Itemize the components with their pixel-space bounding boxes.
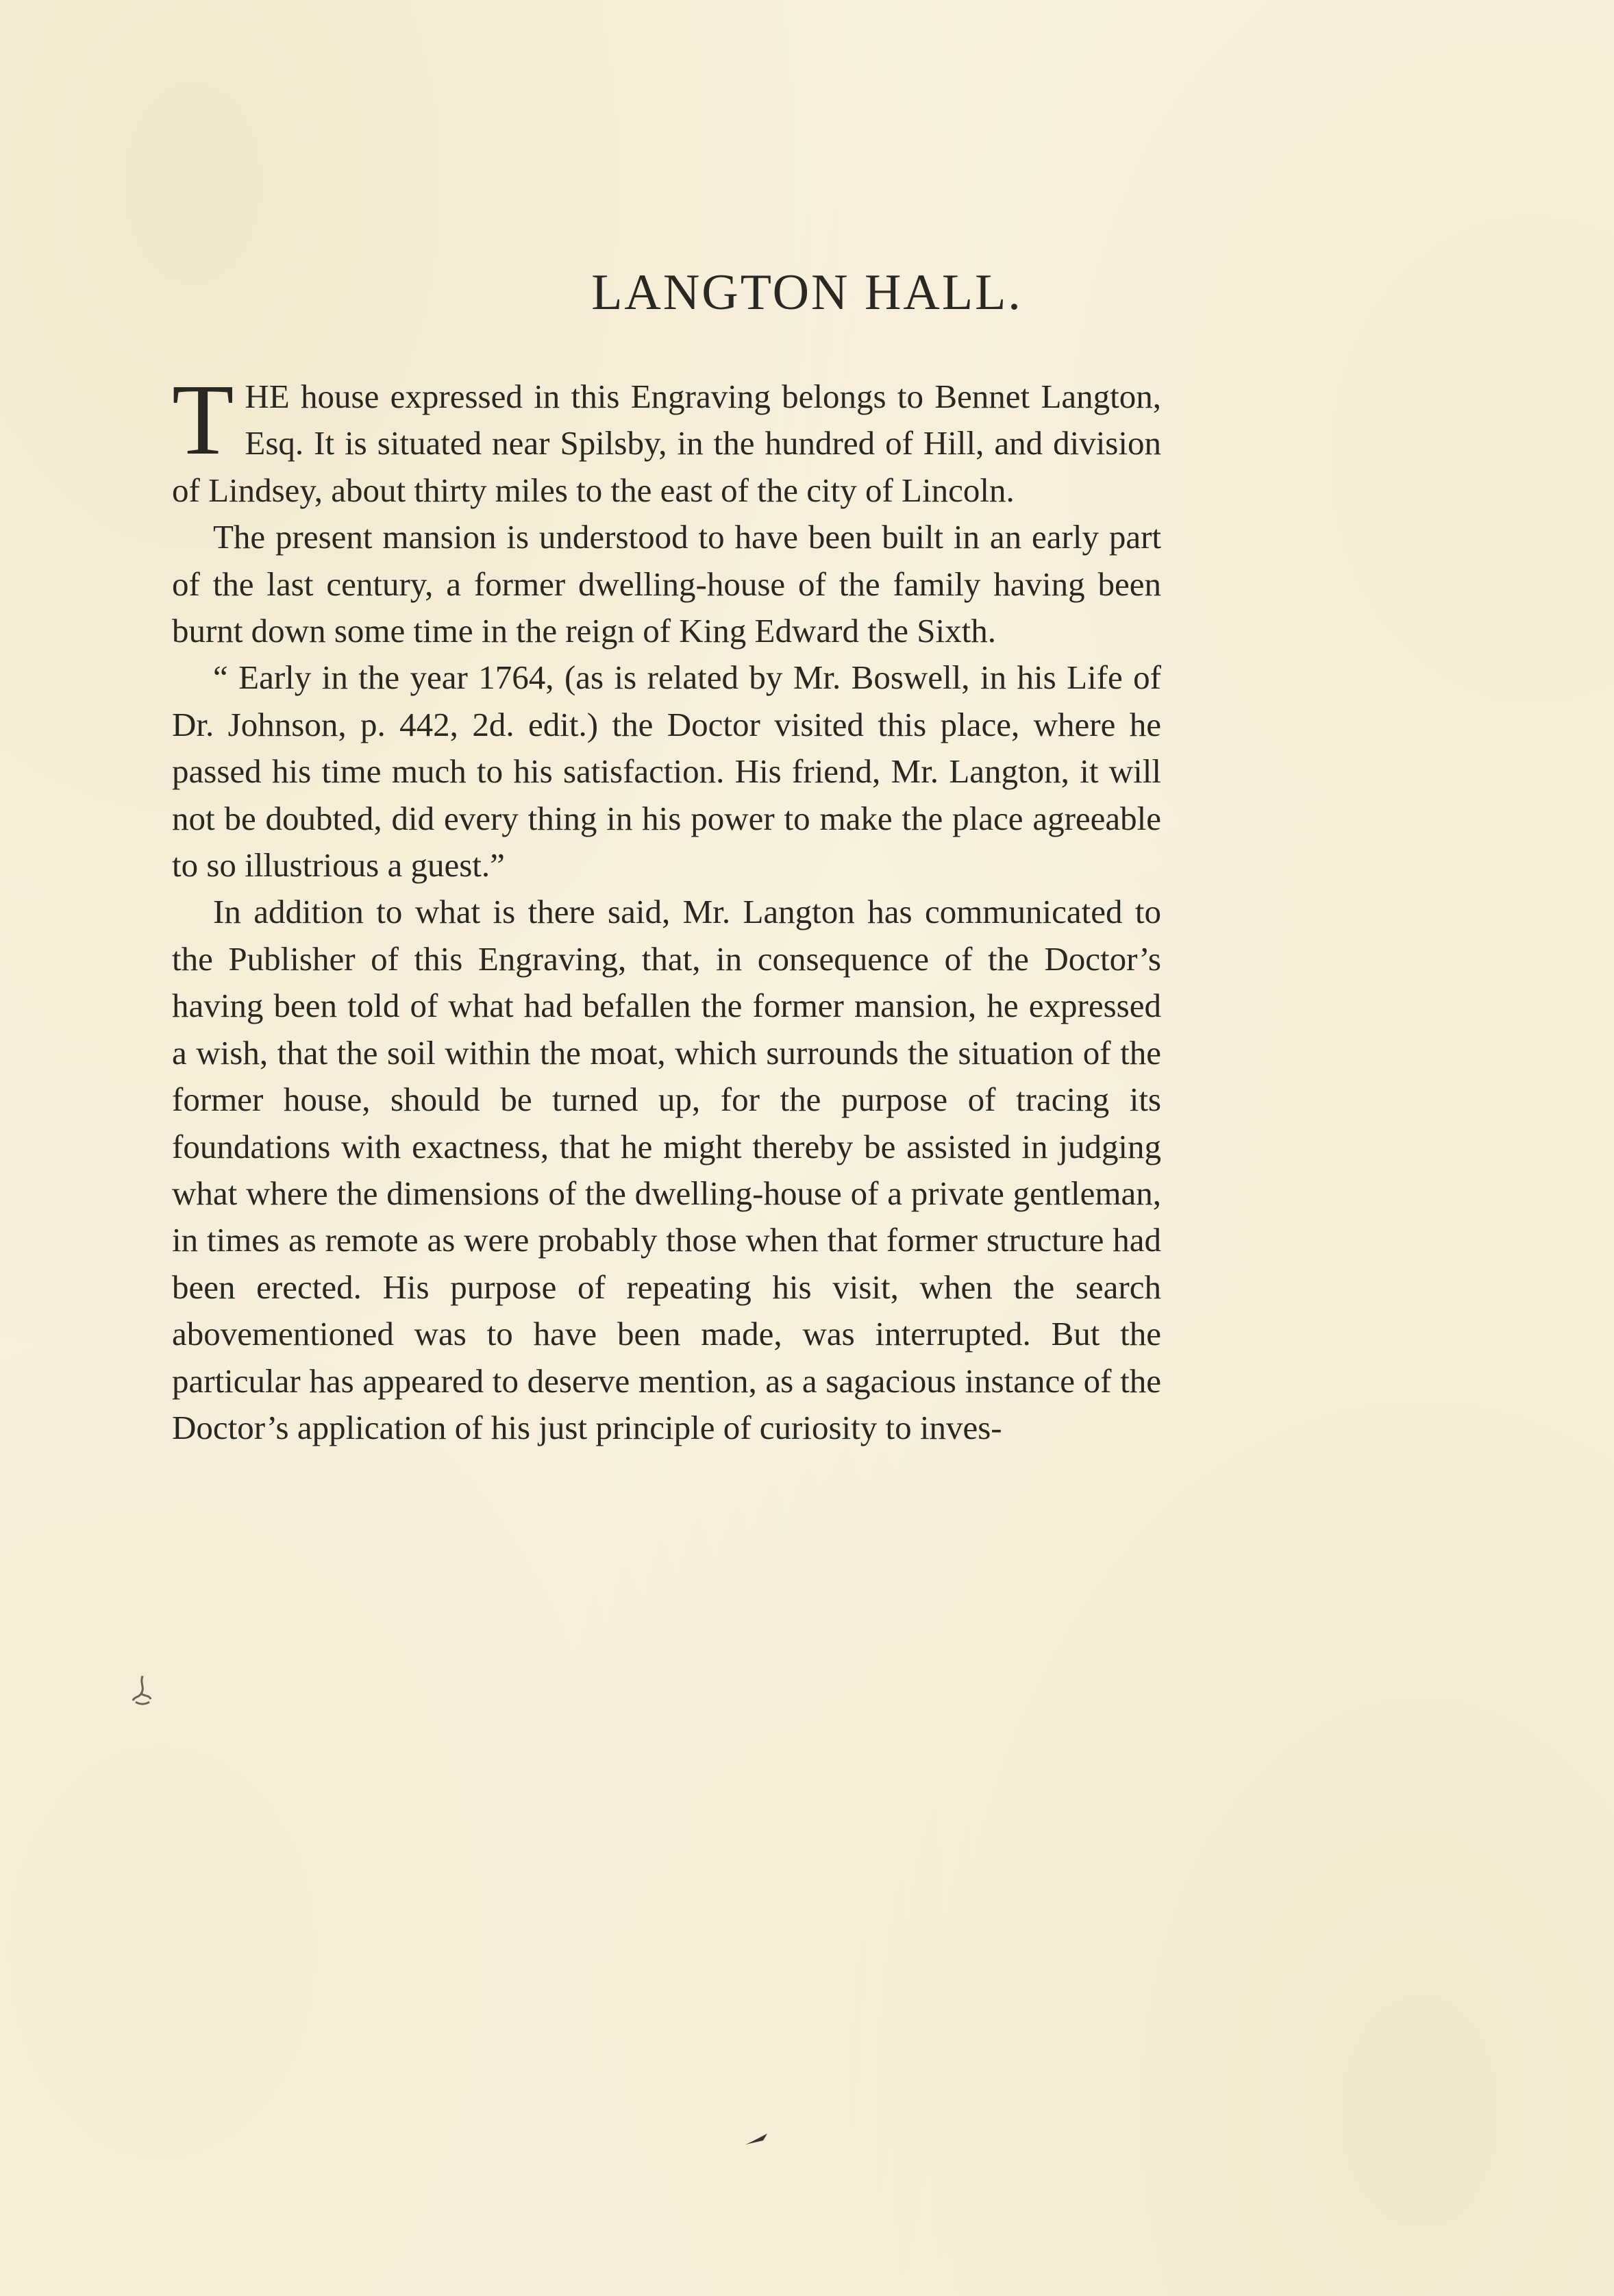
paragraph-1	[172, 364, 1161, 514]
paragraph-2: The present mansion is understood to have been built in an early part of the last century, a former dwelling-house of the family having been burnt down some time in the reign of King Edward the Sixth.	[172, 518, 1161, 650]
page-title: LANGTON HALL.	[591, 264, 1023, 321]
body-text	[172, 364, 1161, 1451]
ink-mark-icon	[743, 2131, 770, 2147]
paragraph-4: In addition to what is there said, Mr. Langton has communicated to the Publisher of this Engraving, that, in consequence of the Doctor’s having been told of what had befallen the former mansion, he expressed a wish, that the soil within the moat, which surrounds the situation of the former house, should be turned up, for the purpose of tracing its foundations with exactness, that he might thereby be assisted in judging what where the dimensions of the dwelling-house of a private gentleman, in times as remote as were probably those when that former structure had been erected. His purpose of repeating his visit, when the search abovementioned was to have been made, was interrupted. But the particular has appeared to deserve mention, as a sagacious instance of the Doctor’s application of his just principle of curiosity to inves-	[172, 893, 1161, 1446]
paragraph-1-text: HE house expressed in this Engraving belongs to Bennet Langton, Esq. It is situated near Spilsby, in the hundred of Hill, and division of Lindsey, about thirty miles to the east of the city of Lincoln.	[172, 378, 1161, 509]
paragraph-3: “ Early in the year 1764, (as is related by Mr. Boswell, in his Life of Dr. Johnson, p. 442, 2d. edit.) the Doctor visited this place, where he passed his time much to his satisfaction. His friend, Mr. Langton, it will not be doubted, did every thing in his power to make the place agreeable to so illustrious a guest.”	[172, 658, 1161, 885]
drop-cap: T	[172, 364, 234, 476]
ink-flourish-icon	[122, 1672, 163, 1713]
